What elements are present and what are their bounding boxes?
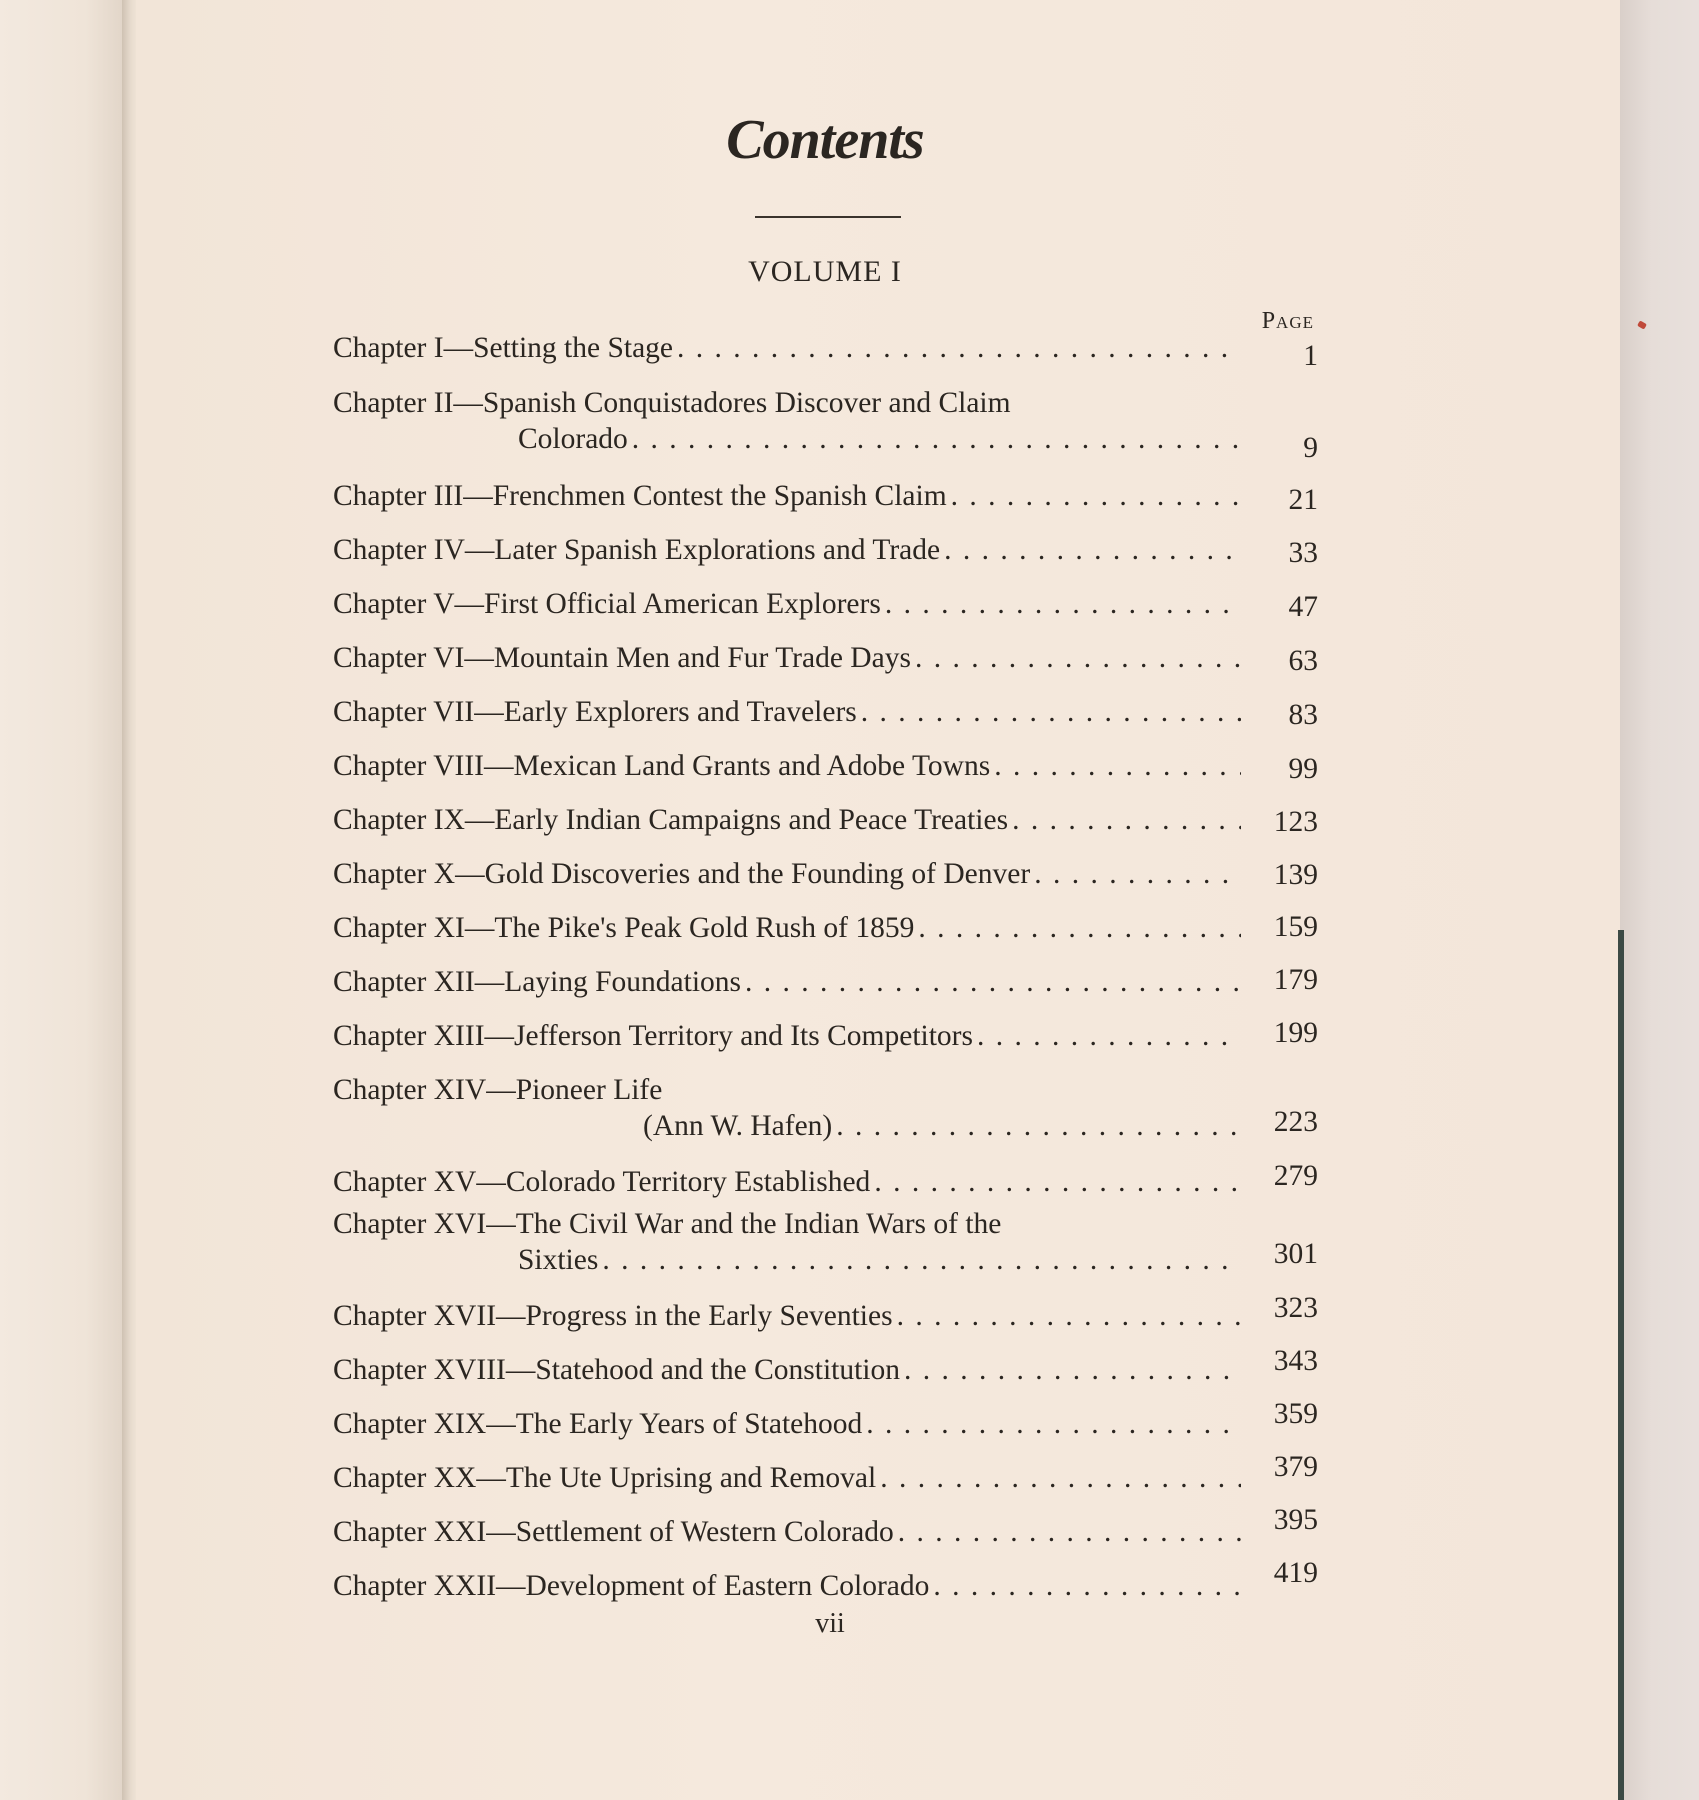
chapter-number: Chapter XX bbox=[333, 1462, 477, 1494]
chapter-page: 359 bbox=[1273, 1398, 1318, 1430]
dot-leader bbox=[745, 964, 1241, 1000]
chapter-page: 395 bbox=[1273, 1504, 1318, 1536]
chapter-number: Chapter XVI bbox=[333, 1208, 487, 1240]
toc-entry[interactable] bbox=[333, 1298, 1241, 1334]
page-title: Contents bbox=[726, 109, 924, 171]
toc-entry[interactable] bbox=[333, 964, 1241, 1000]
chapter-number: Chapter XXII bbox=[333, 1570, 497, 1602]
chapter-number: Chapter XVII bbox=[333, 1300, 497, 1332]
chapter-number: Chapter I bbox=[333, 332, 444, 364]
dot-leader bbox=[897, 1298, 1241, 1334]
chapter-title: —Statehood and the Constitution bbox=[505, 1354, 900, 1386]
page-folio: vii bbox=[815, 1608, 845, 1639]
chapter-number: Chapter XI bbox=[333, 912, 465, 944]
dot-leader bbox=[915, 640, 1241, 676]
chapter-page: 83 bbox=[1288, 699, 1318, 731]
dot-leader bbox=[885, 586, 1241, 622]
chapter-title: —Pioneer Life bbox=[486, 1074, 663, 1106]
toc-entry[interactable] bbox=[333, 748, 1241, 784]
chapter-number: Chapter XIV bbox=[333, 1074, 487, 1106]
toc-entry[interactable] bbox=[333, 478, 1241, 514]
dot-leader bbox=[898, 1514, 1241, 1550]
chapter-title-cont: (Ann W. Hafen) bbox=[643, 1110, 833, 1142]
chapter-number: Chapter VIII bbox=[333, 750, 485, 782]
chapter-title: —Later Spanish Explorations and Trade bbox=[464, 534, 941, 566]
chapter-page: 323 bbox=[1273, 1292, 1318, 1324]
chapter-title: —Mountain Men and Fur Trade Days bbox=[464, 642, 911, 674]
chapter-title: —Progress in the Early Seventies bbox=[496, 1300, 893, 1332]
chapter-page: 1 bbox=[1303, 340, 1318, 372]
chapter-page: 199 bbox=[1273, 1017, 1318, 1049]
dot-leader bbox=[977, 1018, 1241, 1054]
toc-entry[interactable] bbox=[333, 586, 1241, 622]
chapter-title: —Gold Discoveries and the Founding of Denver bbox=[455, 858, 1031, 890]
chapter-title: —Setting the Stage bbox=[443, 332, 674, 364]
chapter-title: —Laying Foundations bbox=[474, 966, 742, 998]
toc-entry[interactable] bbox=[333, 1460, 1241, 1496]
chapter-page: 47 bbox=[1288, 591, 1318, 623]
toc-entry[interactable] bbox=[333, 1206, 1241, 1278]
dot-leader bbox=[1034, 856, 1241, 892]
dot-leader bbox=[632, 421, 1241, 457]
chapter-title: —Jefferson Territory and Its Competitors bbox=[484, 1020, 973, 1052]
toc-entry[interactable] bbox=[333, 640, 1241, 676]
chapter-number: Chapter XIII bbox=[333, 1020, 485, 1052]
dot-leader bbox=[994, 748, 1241, 784]
dot-leader bbox=[951, 478, 1241, 514]
toc-entry[interactable] bbox=[333, 1406, 1241, 1442]
chapter-title: —Development of Eastern Colorado bbox=[496, 1570, 930, 1602]
chapter-page: 379 bbox=[1273, 1451, 1318, 1483]
chapter-number: Chapter IX bbox=[333, 804, 465, 836]
chapter-number: Chapter III bbox=[333, 480, 464, 512]
dot-leader bbox=[874, 1164, 1241, 1200]
chapter-title: —First Official American Explorers bbox=[454, 588, 881, 620]
chapter-title: —The Ute Uprising and Removal bbox=[476, 1462, 877, 1494]
chapter-title: —Early Explorers and Travelers bbox=[474, 696, 857, 728]
chapter-number: Chapter XIX bbox=[333, 1408, 487, 1440]
chapter-page: 63 bbox=[1288, 645, 1318, 677]
chapter-number: Chapter XII bbox=[333, 966, 475, 998]
toc-entry[interactable] bbox=[333, 856, 1241, 892]
dot-leader bbox=[933, 1568, 1241, 1604]
chapter-page: 179 bbox=[1273, 964, 1318, 996]
chapter-title: —Mexican Land Grants and Adobe Towns bbox=[484, 750, 991, 782]
dot-leader bbox=[880, 1460, 1241, 1496]
chapter-number: Chapter VI bbox=[333, 642, 465, 674]
chapter-page: 419 bbox=[1273, 1557, 1318, 1589]
chapter-number: Chapter XVIII bbox=[333, 1354, 506, 1386]
dot-leader bbox=[836, 1108, 1241, 1144]
chapter-title: —Early Indian Campaigns and Peace Treaties bbox=[464, 804, 1009, 836]
dot-leader bbox=[861, 694, 1241, 730]
chapter-title: —Spanish Conquistadores Discover and Claim bbox=[453, 387, 1011, 419]
chapter-page: 279 bbox=[1273, 1160, 1318, 1192]
chapter-title-cont: Sixties bbox=[518, 1244, 599, 1276]
cover-spine bbox=[1618, 930, 1624, 1800]
dot-leader bbox=[602, 1242, 1241, 1278]
chapter-title: —Settlement of Western Colorado bbox=[486, 1516, 894, 1548]
chapter-number: Chapter II bbox=[333, 387, 454, 419]
toc-entry[interactable] bbox=[333, 1164, 1241, 1200]
chapter-title: —The Civil War and the Indian Wars of the bbox=[486, 1208, 1002, 1240]
chapter-title: —The Pike's Peak Gold Rush of 1859 bbox=[464, 912, 915, 944]
chapter-number: Chapter VII bbox=[333, 696, 475, 728]
chapter-page: 139 bbox=[1273, 859, 1318, 891]
chapter-page: 21 bbox=[1288, 484, 1318, 516]
toc-entry[interactable] bbox=[333, 1072, 1241, 1144]
toc-entry[interactable] bbox=[333, 1352, 1241, 1388]
chapter-title: —The Early Years of Statehood bbox=[486, 1408, 863, 1440]
chapter-number: Chapter XXI bbox=[333, 1516, 487, 1548]
title-rule bbox=[755, 216, 901, 218]
volume-heading: VOLUME I bbox=[748, 255, 902, 288]
toc-entry[interactable] bbox=[333, 1514, 1241, 1550]
chapter-number: Chapter IV bbox=[333, 534, 465, 566]
chapter-title: —Colorado Territory Established bbox=[476, 1166, 871, 1198]
toc-entry[interactable] bbox=[333, 694, 1241, 730]
dot-leader bbox=[944, 532, 1241, 568]
cover-edge bbox=[1620, 0, 1699, 1800]
chapter-title-cont: Colorado bbox=[518, 423, 628, 455]
chapter-number: Chapter X bbox=[333, 858, 456, 890]
dot-leader bbox=[918, 910, 1241, 946]
chapter-number: Chapter XV bbox=[333, 1166, 477, 1198]
chapter-page: 99 bbox=[1288, 753, 1318, 785]
dot-leader bbox=[677, 330, 1241, 366]
toc-entry[interactable] bbox=[333, 330, 1241, 366]
chapter-page: 343 bbox=[1273, 1345, 1318, 1377]
toc-entry[interactable] bbox=[333, 532, 1241, 568]
toc-entry[interactable] bbox=[333, 802, 1241, 838]
dot-leader bbox=[904, 1352, 1241, 1388]
chapter-number: Chapter V bbox=[333, 588, 455, 620]
chapter-page: 123 bbox=[1273, 806, 1318, 838]
left-page bbox=[0, 0, 122, 1800]
chapter-page: 9 bbox=[1303, 432, 1318, 464]
chapter-page: 33 bbox=[1288, 537, 1318, 569]
chapter-title: —Frenchmen Contest the Spanish Claim bbox=[463, 480, 947, 512]
toc-entry[interactable] bbox=[333, 1018, 1241, 1054]
page-column-label: Page bbox=[1261, 308, 1314, 334]
chapter-page: 301 bbox=[1273, 1238, 1318, 1270]
toc-entry[interactable] bbox=[333, 385, 1241, 457]
dot-leader bbox=[1012, 802, 1241, 838]
dot-leader bbox=[866, 1406, 1241, 1442]
toc-entry[interactable] bbox=[333, 1568, 1241, 1604]
toc-entry[interactable] bbox=[333, 910, 1241, 946]
chapter-page: 223 bbox=[1273, 1106, 1318, 1138]
chapter-page: 159 bbox=[1273, 911, 1318, 943]
